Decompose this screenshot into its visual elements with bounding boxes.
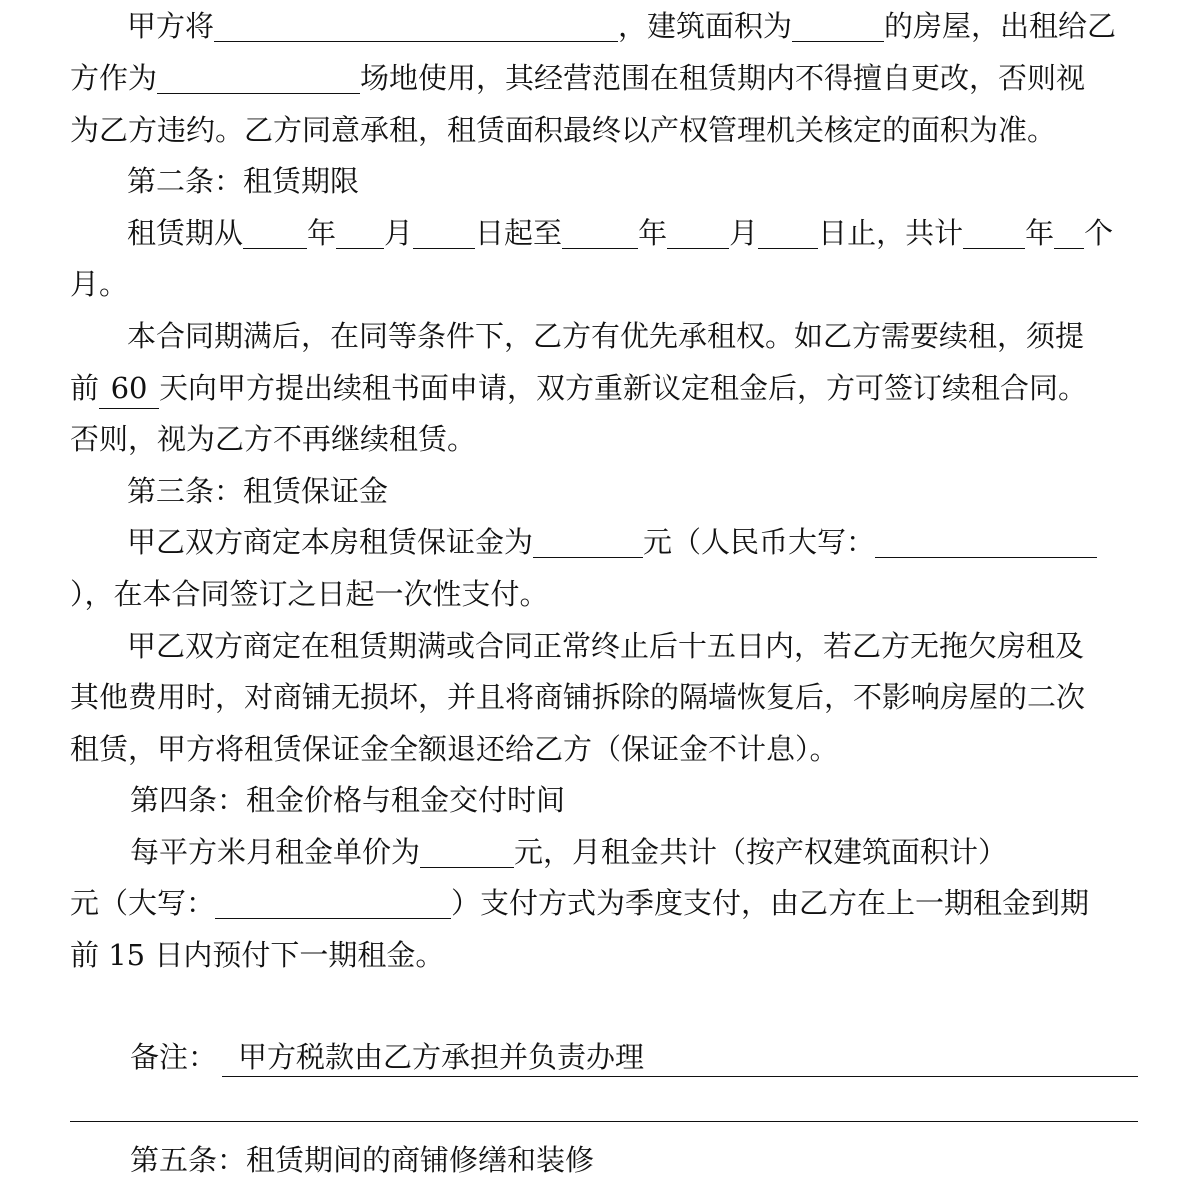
text-segment: 甲乙双方商定在租赁期满或合同正常终止后十五日内，若乙方无拖欠房租及: [127, 629, 1085, 663]
clause-line-7: [127, 316, 1084, 356]
text-segment: 方作为: [70, 61, 158, 95]
article-5-heading: [130, 1140, 594, 1180]
blank-floor-area: [792, 11, 884, 42]
text-segment: 为乙方违约。乙方同意承租，租赁面积最终以产权管理机关核定的面积为准。: [70, 113, 1057, 147]
text-segment: ），在本合同签订之日起一次性支付。: [70, 577, 549, 611]
text-segment: 日止，共计: [818, 216, 964, 250]
blank-start-month: [336, 218, 384, 249]
text-segment: 甲乙双方商定本房租赁保证金为: [127, 525, 534, 559]
article-2-heading: [127, 161, 359, 201]
blank-end-year: [562, 218, 638, 249]
text-segment: 年: [307, 216, 337, 250]
clause-line-2: [70, 58, 1085, 98]
lease-term-line: [127, 213, 1113, 253]
remarks-value: 甲方税款由乙方承担并负责办理: [222, 1037, 1138, 1077]
clause-line-13: [127, 626, 1084, 666]
blank-total-years: [963, 218, 1025, 249]
text-segment: 否则，视为乙方不再继续租赁。: [70, 422, 477, 456]
blank-start-year: [243, 218, 307, 249]
blank-deposit-words: [875, 527, 1097, 558]
clause-line-9: [70, 419, 476, 459]
article-3-heading: [127, 471, 388, 511]
text-segment: 每平方米月租金单价为: [130, 835, 421, 869]
text-segment: ，建筑面积为: [618, 9, 793, 43]
text-segment: 年: [638, 216, 668, 250]
heading-text: 第三条：租赁保证金: [127, 474, 389, 508]
text-segment: 年: [1025, 216, 1055, 250]
blank-unit-rent: [420, 837, 514, 868]
rent-price-line: [130, 832, 1007, 872]
text-segment: 日起至: [475, 216, 563, 250]
text-segment: 元（人民币大写：: [643, 525, 876, 559]
text-segment: 天向甲方提出续租书面申请，双方重新议定租金后，方可签订续租合同。: [159, 371, 1088, 405]
heading-text: 第四条：租金价格与租金交付时间: [130, 783, 566, 817]
text-segment: 月: [384, 216, 414, 250]
heading-text: 第二条：租赁期限: [127, 164, 360, 198]
text-segment: 元，月租金共计（按产权建筑面积计）: [514, 835, 1008, 869]
text-segment: 租赁，甲方将租赁保证金全额退还给乙方（保证金不计息）。: [70, 732, 839, 766]
blank-usage-purpose: [157, 63, 360, 94]
text-segment: 月。: [70, 267, 129, 301]
clause-line-6: [70, 264, 128, 304]
clause-line-15: [70, 729, 839, 769]
text-segment: 场地使用，其经营范围在租赁期内不得擅自更改，否则视: [360, 61, 1086, 95]
text-segment: 月: [729, 216, 759, 250]
clause-line-14: [70, 677, 1085, 717]
text-segment: 前: [70, 371, 100, 405]
blank-total-months: [1054, 218, 1084, 249]
remarks-label-text: 备注：: [130, 1040, 218, 1074]
blank-end-month: [667, 218, 729, 249]
clause-line-8: [70, 368, 1087, 408]
blank-premises-address: [214, 11, 618, 42]
clause-line-1: [127, 6, 1116, 46]
text-segment: ）支付方式为季度支付，由乙方在上一期租金到期: [451, 886, 1090, 920]
article-4-heading: [130, 780, 565, 820]
blank-end-day: [758, 218, 818, 249]
clause-line-12: [70, 574, 549, 614]
blank-deposit-amount: [533, 527, 643, 558]
remarks-label: [130, 1037, 217, 1077]
text-segment: 个: [1084, 216, 1114, 250]
text-segment: 元（大写：: [70, 886, 216, 920]
clause-line-3: [70, 110, 1056, 150]
text-segment: 甲方将: [127, 9, 215, 43]
text-segment: 的房屋，出租给乙: [884, 9, 1117, 43]
rent-words-line: [70, 883, 1089, 923]
text-segment: 本合同期满后，在同等条件下，乙方有优先承租权。如乙方需要续租，须提: [127, 319, 1085, 353]
heading-text: 第五条：租赁期间的商铺修缮和装修: [130, 1143, 595, 1177]
deposit-line: [127, 522, 1097, 562]
text-segment: 租赁期从: [127, 216, 244, 250]
notice-days-value: 60: [99, 368, 159, 409]
blank-start-day: [413, 218, 475, 249]
text-segment: 其他费用时，对商铺无损坏，并且将商铺拆除的隔墙恢复后，不影响房屋的二次: [70, 680, 1086, 714]
text-segment: 前 15 日内预付下一期租金。: [70, 938, 445, 972]
remarks-continuation-line: [70, 1121, 1138, 1122]
blank-rent-words: [215, 888, 451, 919]
clause-line-19: [70, 935, 444, 975]
